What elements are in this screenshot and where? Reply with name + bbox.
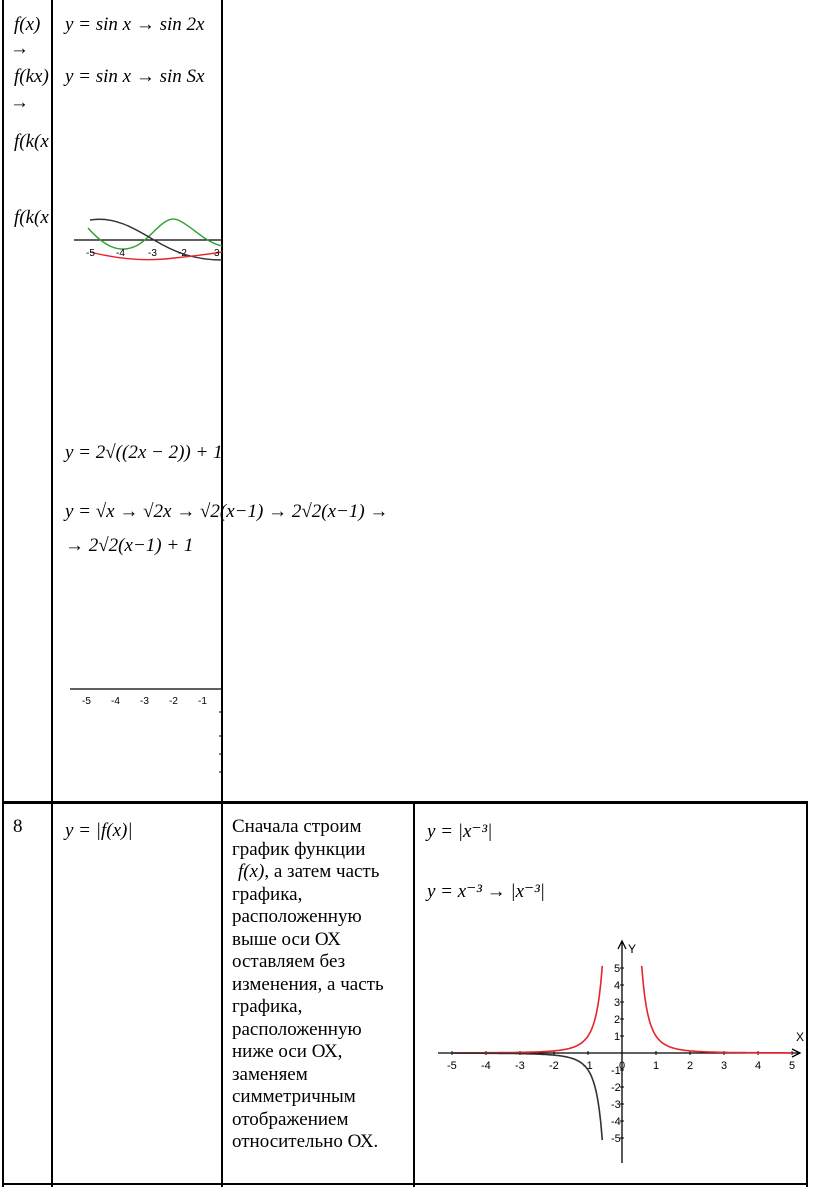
desc-line-15: относительно ОХ. xyxy=(232,1131,379,1152)
arrow-2: → xyxy=(10,92,29,113)
graph1-tick-4: -2 xyxy=(178,248,187,259)
formula-sqrt-chain: y = √x → √2x → √2(x−1) → 2√2(x−1) → xyxy=(65,501,389,522)
x-tick-label: 0 xyxy=(619,1060,626,1072)
y-tick-label: 1 xyxy=(614,1031,621,1043)
desc-line-14: отображением xyxy=(232,1108,349,1130)
example-formula-1: y = |x⁻³| xyxy=(427,821,493,842)
formula-sqrt-chain-end: → 2√2(x−1) + 1 xyxy=(65,535,194,556)
y-tick-label: 3 xyxy=(614,997,621,1009)
sine-curve-green xyxy=(88,219,222,249)
y-tick-label: -4 xyxy=(611,1116,621,1128)
row-number: 8 xyxy=(13,816,23,837)
left-formula-4: f(k(x xyxy=(14,207,49,228)
example-formula-2: y = x⁻³ → |x⁻³| xyxy=(427,881,546,902)
y-tick-label: -2 xyxy=(611,1082,621,1094)
desc-line-11: ниже оси ОХ, xyxy=(232,1041,343,1062)
left-formula-2: f(kx) xyxy=(14,66,49,87)
y-tick-label: -5 xyxy=(611,1133,621,1145)
desc-line-5: расположенную xyxy=(232,906,362,927)
graph2-tick-4: -2 xyxy=(169,696,178,707)
x-tick-label: 3 xyxy=(721,1060,728,1072)
left-formula-1: f(x) xyxy=(14,14,41,35)
sine-graph xyxy=(74,212,222,264)
row8-description xyxy=(232,816,410,1154)
y-tick-label: 4 xyxy=(614,980,621,992)
graph1-tick-5: 3 xyxy=(214,248,220,259)
x-tick-label: -5 xyxy=(447,1060,457,1072)
cube-reciprocal-curve-left xyxy=(452,1053,602,1140)
graph2-tick-2: -4 xyxy=(111,696,120,707)
x-tick-label: -4 xyxy=(481,1060,491,1072)
desc-line-1: Сначала строим xyxy=(232,816,362,837)
desc-line-3 xyxy=(232,861,410,884)
row8-formula: y = |f(x)| xyxy=(65,820,133,841)
desc-line-3-rest: , а затем часть xyxy=(264,861,380,882)
x-tick-label: -3 xyxy=(515,1060,525,1072)
x-tick-label: 1 xyxy=(653,1060,660,1072)
table-border-bottom xyxy=(2,1183,808,1185)
table-border-right xyxy=(806,802,808,1187)
x-tick-label: 4 xyxy=(755,1060,762,1072)
desc-line-8: изменения, а часть xyxy=(232,973,384,995)
table-border-col2 xyxy=(221,0,223,1187)
graph2-tick-1: -5 xyxy=(82,696,91,707)
x-tick-label: 5 xyxy=(789,1060,796,1072)
graph1-tick-1: -5 xyxy=(86,248,95,259)
desc-line-10: расположенную xyxy=(232,1018,362,1040)
sqrt-graph xyxy=(70,682,222,778)
abs-curve-right xyxy=(642,966,792,1053)
y-axis-label: Y xyxy=(628,942,637,956)
desc-line-4: графика, xyxy=(232,883,303,905)
graph2-tick-3: -3 xyxy=(140,696,149,707)
abs-power-chart xyxy=(430,935,805,1170)
desc-line-9: графика, xyxy=(232,996,303,1017)
x-tick-label: -2 xyxy=(549,1060,559,1072)
formula-sinSx: y = sin x → sin Sx xyxy=(65,66,205,87)
left-formula-3: f(k(x xyxy=(14,131,49,152)
desc-line-6: выше оси ОХ xyxy=(232,928,341,950)
graph1-tick-3: -3 xyxy=(148,248,157,259)
desc-line-12: заменяем xyxy=(232,1063,308,1085)
table-row-divider xyxy=(2,801,808,804)
y-tick-label: -3 xyxy=(611,1099,621,1111)
table-border-left xyxy=(2,0,4,1187)
desc-line-7: оставляем без xyxy=(232,951,346,972)
y-tick-label: 5 xyxy=(614,963,621,975)
desc-line-2: график функции xyxy=(232,838,366,860)
graph2-tick-5: -1 xyxy=(198,696,207,707)
table-border-col3 xyxy=(413,802,415,1187)
formula-sin2x: y = sin x → sin 2x xyxy=(65,14,205,35)
abs-curve-left xyxy=(452,966,602,1053)
desc-fx: f(x) xyxy=(238,861,265,882)
x-tick-label: -1 xyxy=(583,1060,593,1072)
desc-line-13: симметричным xyxy=(232,1086,356,1107)
formula-sqrt-target: y = 2√((2x − 2)) + 1 xyxy=(65,442,223,463)
x-axis-label: X xyxy=(796,1030,805,1044)
y-tick-label: -1 xyxy=(611,1065,621,1077)
arrow-1: → xyxy=(10,38,29,59)
table-border-col1 xyxy=(51,0,53,1187)
x-tick-label: 2 xyxy=(687,1060,694,1072)
graph1-tick-2: -4 xyxy=(116,248,125,259)
y-tick-label: 2 xyxy=(614,1014,621,1026)
